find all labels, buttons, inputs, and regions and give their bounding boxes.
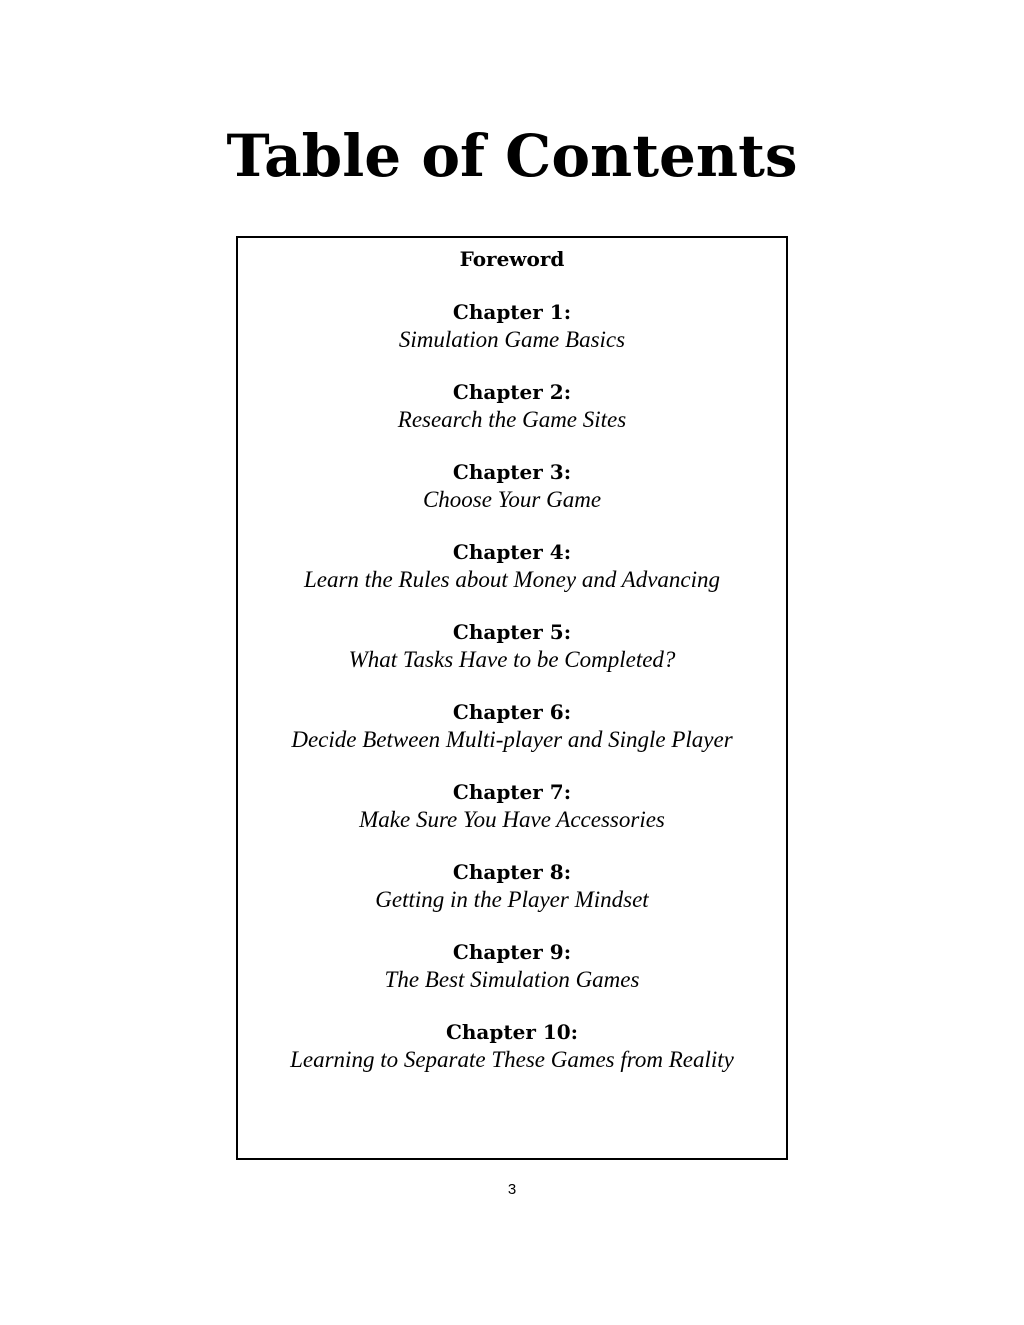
chapter-title: Make Sure You Have Accessories bbox=[359, 807, 665, 832]
chapter-label: Chapter 9: bbox=[452, 940, 572, 964]
toc-entry-chapter-3 bbox=[238, 459, 786, 513]
toc-entry-chapter-8 bbox=[238, 859, 786, 913]
chapter-title: The Best Simulation Games bbox=[384, 967, 640, 992]
foreword-label: Foreword bbox=[459, 247, 565, 271]
chapter-label: Chapter 10: bbox=[445, 1020, 579, 1044]
chapter-label: Chapter 3: bbox=[452, 460, 572, 484]
chapter-title: What Tasks Have to be Completed? bbox=[348, 647, 676, 672]
toc-entry-chapter-6 bbox=[238, 699, 786, 753]
chapter-label: Chapter 8: bbox=[452, 860, 572, 884]
page-title: Table of Contents bbox=[226, 122, 798, 190]
chapter-title: Getting in the Player Mindset bbox=[375, 887, 649, 912]
toc-entry-chapter-7 bbox=[238, 779, 786, 833]
chapter-label: Chapter 5: bbox=[452, 620, 572, 644]
toc-entry-chapter-9 bbox=[238, 939, 786, 993]
chapter-title: Decide Between Multi-player and Single Player bbox=[291, 727, 733, 752]
chapter-title: Simulation Game Basics bbox=[398, 327, 626, 352]
chapter-label: Chapter 2: bbox=[452, 380, 572, 404]
toc-entry-chapter-10 bbox=[238, 1019, 786, 1073]
chapter-label: Chapter 7: bbox=[452, 780, 572, 804]
chapter-title: Learning to Separate These Games from Reality bbox=[290, 1047, 734, 1072]
chapter-label: Chapter 6: bbox=[452, 700, 572, 724]
chapter-title: Research the Game Sites bbox=[397, 407, 627, 432]
page-number: 3 bbox=[507, 1181, 517, 1198]
chapter-label: Chapter 1: bbox=[452, 300, 572, 324]
toc-entry-chapter-2 bbox=[238, 379, 786, 433]
toc-list bbox=[238, 246, 786, 1073]
chapter-label: Chapter 4: bbox=[452, 540, 572, 564]
chapter-title: Learn the Rules about Money and Advancing bbox=[303, 567, 721, 592]
chapter-title: Choose Your Game bbox=[422, 487, 602, 512]
toc-entry-chapter-4 bbox=[238, 539, 786, 593]
toc-entry-chapter-5 bbox=[238, 619, 786, 673]
toc-entry-chapter-1 bbox=[238, 299, 786, 353]
toc-box bbox=[236, 236, 788, 1160]
